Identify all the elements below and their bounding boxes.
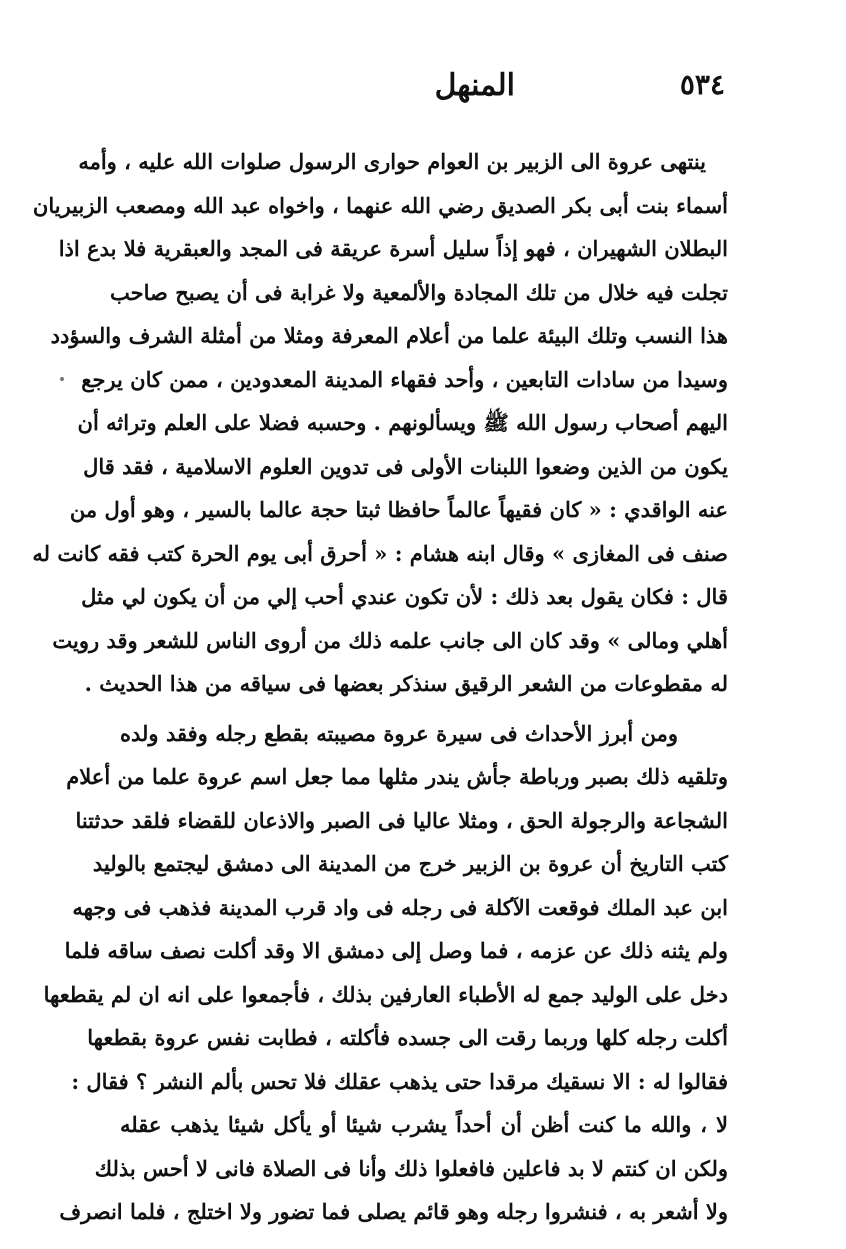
text-line: وسيدا من سادات التابعين ، وأحد فقهاء المدينة المعدودين ، ممن كان يرجع xyxy=(81,366,728,392)
text-line: قال : فكان يقول بعد ذلك : لأن تكون عندي أحب إلي من أن يكون لي مثل xyxy=(81,584,728,609)
text-line: صنف فى المغازى » وقال ابنه هشام : « أحرق أبى يوم الحرة كتب فقه كانت له xyxy=(32,540,728,566)
text-line: أكلت رجله كلها وربما رقت الى جسده فأكلته ، فطابت نفس عروة بقطعها xyxy=(87,1025,728,1050)
text-line: له مقطوعات من الشعر الرقيق سنذكر بعضها فى سياقه من هذا الحديث . xyxy=(84,671,728,696)
text-line: البطلان الشهيران ، فهو إذاً سليل أسرة عريقة فى المجد والعبقرية فلا بدع اذا xyxy=(58,236,728,261)
text-line: تجلت فيه خلال من تلك المجادة والألمعية ولا غرابة فى أن يصبح صاحب xyxy=(110,279,728,305)
text-line: وتلقيه ذلك بصبر ورباطة جأش يندر مثلها مما جعل اسم عروة علما من أعلام xyxy=(66,764,728,789)
text-line: ومن أبرز الأحداث فى سيرة عروة مصيبته بقطع رجله وفقد ولده xyxy=(120,720,678,746)
page-number: ٥٣٤ xyxy=(679,68,725,101)
text-line: ينتهى عروة الى الزبير بن العوام حوارى الرسول صلوات الله عليه ، وأمه xyxy=(78,149,706,174)
running-title: المنهل xyxy=(434,68,515,103)
text-line: أهلي ومالى » وقد كان الى جانب علمه ذلك من أروى الناس للشعر وقد رويت xyxy=(52,627,728,653)
text-line: عنه الواقدي : « كان فقيهاً عالماً حافظا ثبتا حجة عالما بالسير ، وهو أول من xyxy=(69,497,728,522)
text-line: هذا النسب وتلك البيئة علما من أعلام المعرفة ومثلا من أمثلة الشرف والسؤدد xyxy=(50,323,728,348)
text-line: ولا أشعر به ، فنشروا رجله وهو قائم يصلى فما تضور ولا اختلج ، فلما انصرف xyxy=(59,1199,728,1224)
text-line: يكون من الذين وضعوا اللبنات الأولى فى تدوين العلوم الاسلامية ، فقد قال xyxy=(83,453,728,479)
margin-dot xyxy=(60,377,64,381)
text-line: دخل على الوليد جمع له الأطباء العارفين بذلك ، فأجمعوا على انه ان لم يقطعها xyxy=(43,981,728,1007)
text-line: اليهم أصحاب رسول الله ﷺ ويسألونهم . وحسبه فضلا على العلم وتراثه أن xyxy=(77,410,728,435)
body-text xyxy=(32,140,728,1234)
text-line: ولم يثنه ذلك عن عزمه ، فما وصل إلى دمشق الا وقد أكلت نصف ساقه فلما xyxy=(64,938,728,963)
text-line: ولكن ان كنتم لا بد فاعلين فافعلوا ذلك وأنا فى الصلاة فانى لا أحس بذلك xyxy=(94,1155,728,1181)
text-line: ابن عبد الملك فوقعت الآكلة فى رجله فى واد قرب المدينة فذهب فى وجهه xyxy=(72,894,728,920)
text-line: أسماء بنت أبى بكر الصديق رضي الله عنهما ، واخواه عبد الله ومصعب الزبيريان xyxy=(32,192,728,218)
text-line: فقالوا له : الا نسقيك مرقدا حتى يذهب عقلك فلا تحس بألم النشر ؟ فقال : xyxy=(71,1068,728,1094)
page-header xyxy=(120,66,725,106)
text-line: لا ، والله ما كنت أظن أن أحداً يشرب شيئا أو يأكل شيئا يذهب عقله xyxy=(120,1112,728,1137)
text-line: كتب التاريخ أن عروة بن الزبير خرج من المدينة الى دمشق ليجتمع بالوليد xyxy=(92,851,728,876)
text-line: الشجاعة والرجولة الحق ، ومثلا عاليا فى الصبر والاذعان للقضاء فلقد حدثتنا xyxy=(75,807,728,833)
